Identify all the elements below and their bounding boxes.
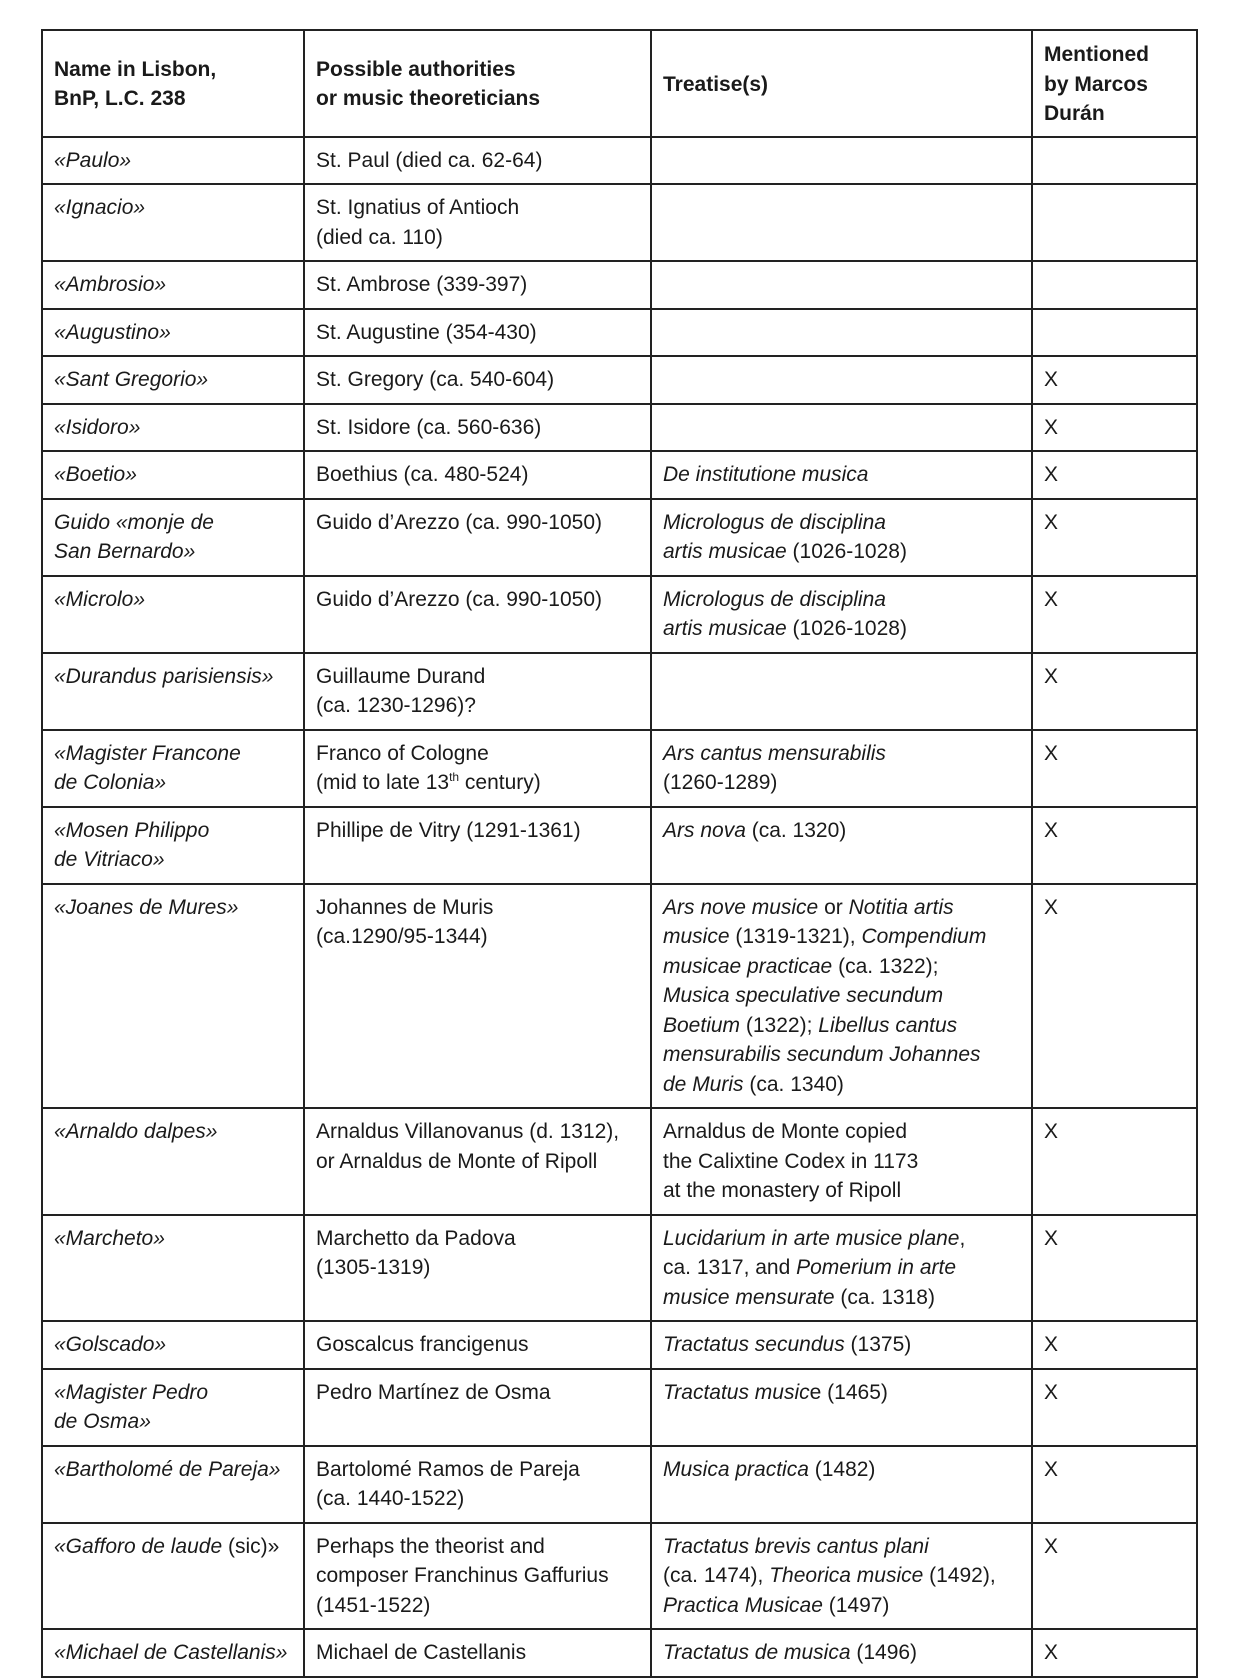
cell-treatise (651, 404, 1032, 452)
cell-name: «Golscado» (42, 1321, 304, 1369)
table-row (42, 884, 1197, 1109)
header-row (42, 30, 1197, 137)
cell-treatise: Lucidarium in arte musice plane, ca. 1317, and Pomerium in arte musice mensurate (ca. 1318) (651, 1215, 1032, 1322)
table-row (42, 261, 1197, 309)
cell-authority: St. Augustine (354-430) (304, 309, 651, 357)
cell-mentioned (1032, 261, 1197, 309)
table-row (42, 1369, 1197, 1446)
cell-mentioned (1032, 137, 1197, 185)
cell-mentioned: X (1032, 884, 1197, 1109)
cell-treatise (651, 309, 1032, 357)
table-row (42, 499, 1197, 576)
table-row (42, 730, 1197, 807)
table-row (42, 807, 1197, 884)
table-row (42, 356, 1197, 404)
cell-authority: Pedro Martínez de Osma (304, 1369, 651, 1446)
cell-mentioned (1032, 309, 1197, 357)
table-row (42, 451, 1197, 499)
cell-mentioned: X (1032, 1629, 1197, 1677)
cell-authority: Johannes de Muris (ca.1290/95-1344) (304, 884, 651, 1109)
cell-treatise (651, 184, 1032, 261)
table-row (42, 1446, 1197, 1523)
table-row (42, 576, 1197, 653)
table-row (42, 1215, 1197, 1322)
cell-treatise: Ars nove musice or Notitia artis musice (1319-1321), Compendium musicae practicae (ca. 1322); Musica speculative secundum Boetium (1322); Libellus cantus mensurabilis secundum Johannes de Muris (ca. 1340) (651, 884, 1032, 1109)
cell-name: «Ambrosio» (42, 261, 304, 309)
authorities-table (41, 29, 1198, 1678)
cell-treatise: Tractatus brevis cantus plani (ca. 1474), Theorica musice (1492), Practica Musicae (1497) (651, 1523, 1032, 1630)
cell-mentioned: X (1032, 1523, 1197, 1630)
cell-treatise: Ars nova (ca. 1320) (651, 807, 1032, 884)
cell-mentioned: X (1032, 404, 1197, 452)
table-row (42, 137, 1197, 185)
cell-mentioned: X (1032, 451, 1197, 499)
cell-authority: Phillipe de Vitry (1291-1361) (304, 807, 651, 884)
cell-name: «Durandus parisiensis» (42, 653, 304, 730)
cell-mentioned: X (1032, 1321, 1197, 1369)
cell-authority: St. Isidore (ca. 560-636) (304, 404, 651, 452)
cell-mentioned: X (1032, 576, 1197, 653)
table-row (42, 1108, 1197, 1215)
cell-mentioned: X (1032, 1108, 1197, 1215)
cell-authority: Guido d’Arezzo (ca. 990-1050) (304, 499, 651, 576)
cell-authority: Guido d’Arezzo (ca. 990-1050) (304, 576, 651, 653)
cell-name: «Microlo» (42, 576, 304, 653)
header-name: Name in Lisbon, BnP, L.C. 238 (42, 30, 304, 137)
table-row (42, 1629, 1197, 1677)
cell-authority: Boethius (ca. 480-524) (304, 451, 651, 499)
cell-treatise: Musica practica (1482) (651, 1446, 1032, 1523)
table-row (42, 309, 1197, 357)
cell-mentioned: X (1032, 499, 1197, 576)
cell-mentioned: X (1032, 1369, 1197, 1446)
cell-treatise: Arnaldus de Monte copied the Calixtine Codex in 1173 at the monastery of Ripoll (651, 1108, 1032, 1215)
cell-treatise: Micrologus de disciplina artis musicae (1026-1028) (651, 576, 1032, 653)
cell-authority: Marchetto da Padova (1305-1319) (304, 1215, 651, 1322)
cell-treatise (651, 653, 1032, 730)
cell-name: «Paulo» (42, 137, 304, 185)
cell-authority: Franco of Cologne (mid to late 13th century) (304, 730, 651, 807)
cell-authority: Michael de Castellanis (304, 1629, 651, 1677)
cell-authority: St. Ignatius of Antioch (died ca. 110) (304, 184, 651, 261)
cell-mentioned: X (1032, 653, 1197, 730)
cell-name: «Gafforo de laude (sic)» (42, 1523, 304, 1630)
cell-authority: St. Paul (died ca. 62-64) (304, 137, 651, 185)
cell-treatise (651, 137, 1032, 185)
cell-mentioned: X (1032, 730, 1197, 807)
cell-mentioned: X (1032, 1446, 1197, 1523)
header-authorities: Possible authorities or music theoreticians (304, 30, 651, 137)
cell-name: Guido «monje de San Bernardo» (42, 499, 304, 576)
cell-mentioned: X (1032, 807, 1197, 884)
cell-name: «Marcheto» (42, 1215, 304, 1322)
cell-treatise: De institutione musica (651, 451, 1032, 499)
cell-treatise: Micrologus de disciplina artis musicae (1026-1028) (651, 499, 1032, 576)
table-row (42, 1321, 1197, 1369)
cell-name: «Bartholomé de Pareja» (42, 1446, 304, 1523)
header-treatises: Treatise(s) (651, 30, 1032, 137)
cell-name: «Boetio» (42, 451, 304, 499)
cell-authority: Guillaume Durand (ca. 1230-1296)? (304, 653, 651, 730)
cell-treatise: Tractatus secundus (1375) (651, 1321, 1032, 1369)
cell-name: «Michael de Castellanis» (42, 1629, 304, 1677)
cell-mentioned: X (1032, 356, 1197, 404)
cell-name: «Magister Pedro de Osma» (42, 1369, 304, 1446)
cell-name: «Arnaldo dalpes» (42, 1108, 304, 1215)
cell-treatise (651, 261, 1032, 309)
cell-name: «Ignacio» (42, 184, 304, 261)
cell-authority: Bartolomé Ramos de Pareja (ca. 1440-1522) (304, 1446, 651, 1523)
cell-treatise: Tractatus musice (1465) (651, 1369, 1032, 1446)
cell-treatise (651, 356, 1032, 404)
cell-mentioned: X (1032, 1215, 1197, 1322)
cell-authority: Arnaldus Villanovanus (d. 1312), or Arnaldus de Monte of Ripoll (304, 1108, 651, 1215)
cell-name: «Magister Francone de Colonia» (42, 730, 304, 807)
cell-treatise: Tractatus de musica (1496) (651, 1629, 1032, 1677)
cell-authority: Goscalcus francigenus (304, 1321, 651, 1369)
table-row (42, 184, 1197, 261)
cell-name: «Augustino» (42, 309, 304, 357)
cell-mentioned (1032, 184, 1197, 261)
cell-name: «Isidoro» (42, 404, 304, 452)
cell-name: «Joanes de Mures» (42, 884, 304, 1109)
cell-treatise: Ars cantus mensurabilis (1260-1289) (651, 730, 1032, 807)
table-row (42, 404, 1197, 452)
cell-authority: Perhaps the theorist and composer Franchinus Gaffurius (1451-1522) (304, 1523, 651, 1630)
table-row (42, 653, 1197, 730)
cell-authority: St. Ambrose (339-397) (304, 261, 651, 309)
cell-authority: St. Gregory (ca. 540-604) (304, 356, 651, 404)
table-row (42, 1523, 1197, 1630)
cell-name: «Mosen Philippo de Vitriaco» (42, 807, 304, 884)
header-mentioned: Mentioned by Marcos Durán (1032, 30, 1197, 137)
cell-name: «Sant Gregorio» (42, 356, 304, 404)
